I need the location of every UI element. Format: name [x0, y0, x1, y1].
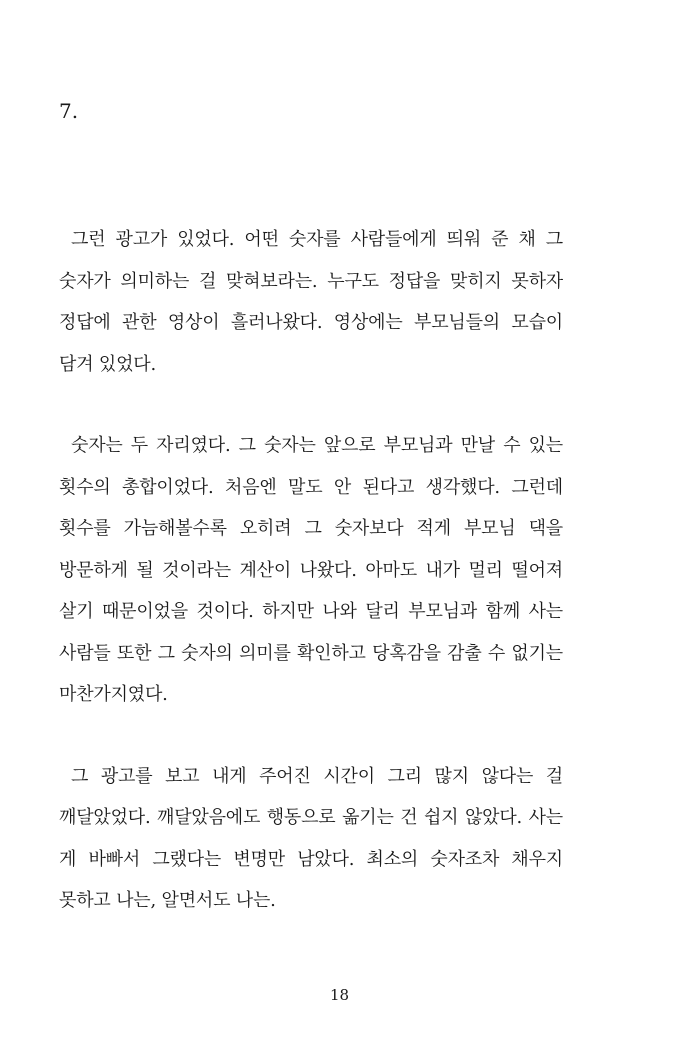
- paragraph-3: 그 광고를 보고 내게 주어진 시간이 그리 많지 않다는 걸 깨달았었다. 깨달았음에도 행동으로 옮기는 건 쉽지 않았다. 사는 게 바빠서 그랬다는 변명만 남았다. 최소의 숫자조차 채우지 못하고 나는, 알면서도 나는.: [59, 765, 563, 911]
- chapter-number: 7.: [59, 99, 79, 123]
- body-text: [59, 219, 563, 922]
- paragraph-1: 그런 광고가 있었다. 어떤 숫자를 사람들에게 띄워 준 채 그 숫자가 의미하는 걸 맞혀보라는. 누구도 정답을 맞히지 못하자 정답에 관한 영상이 흘러나왔다. 영상에는 부모님들의 모습이 담겨 있었다.: [59, 229, 563, 375]
- paragraph-2: 숫자는 두 자리였다. 그 숫자는 앞으로 부모님과 만날 수 있는 횟수의 총합이었다. 처음엔 말도 안 된다고 생각했다. 그런데 횟수를 가늠해볼수록 오히려 그 숫자보다 적게 부모님 댁을 방문하게 될 것이라는 계산이 나왔다. 아마도 내가 멀리 떨어져 살기 때문이었을 것이다. 하지만 나와 달리 부모님과 함께 사는 사람들 또한 그 숫자의 의미를 확인하고 당혹감을 감출 수 없기는 마찬가지였다.: [59, 435, 563, 705]
- page-number: 18: [329, 986, 350, 1004]
